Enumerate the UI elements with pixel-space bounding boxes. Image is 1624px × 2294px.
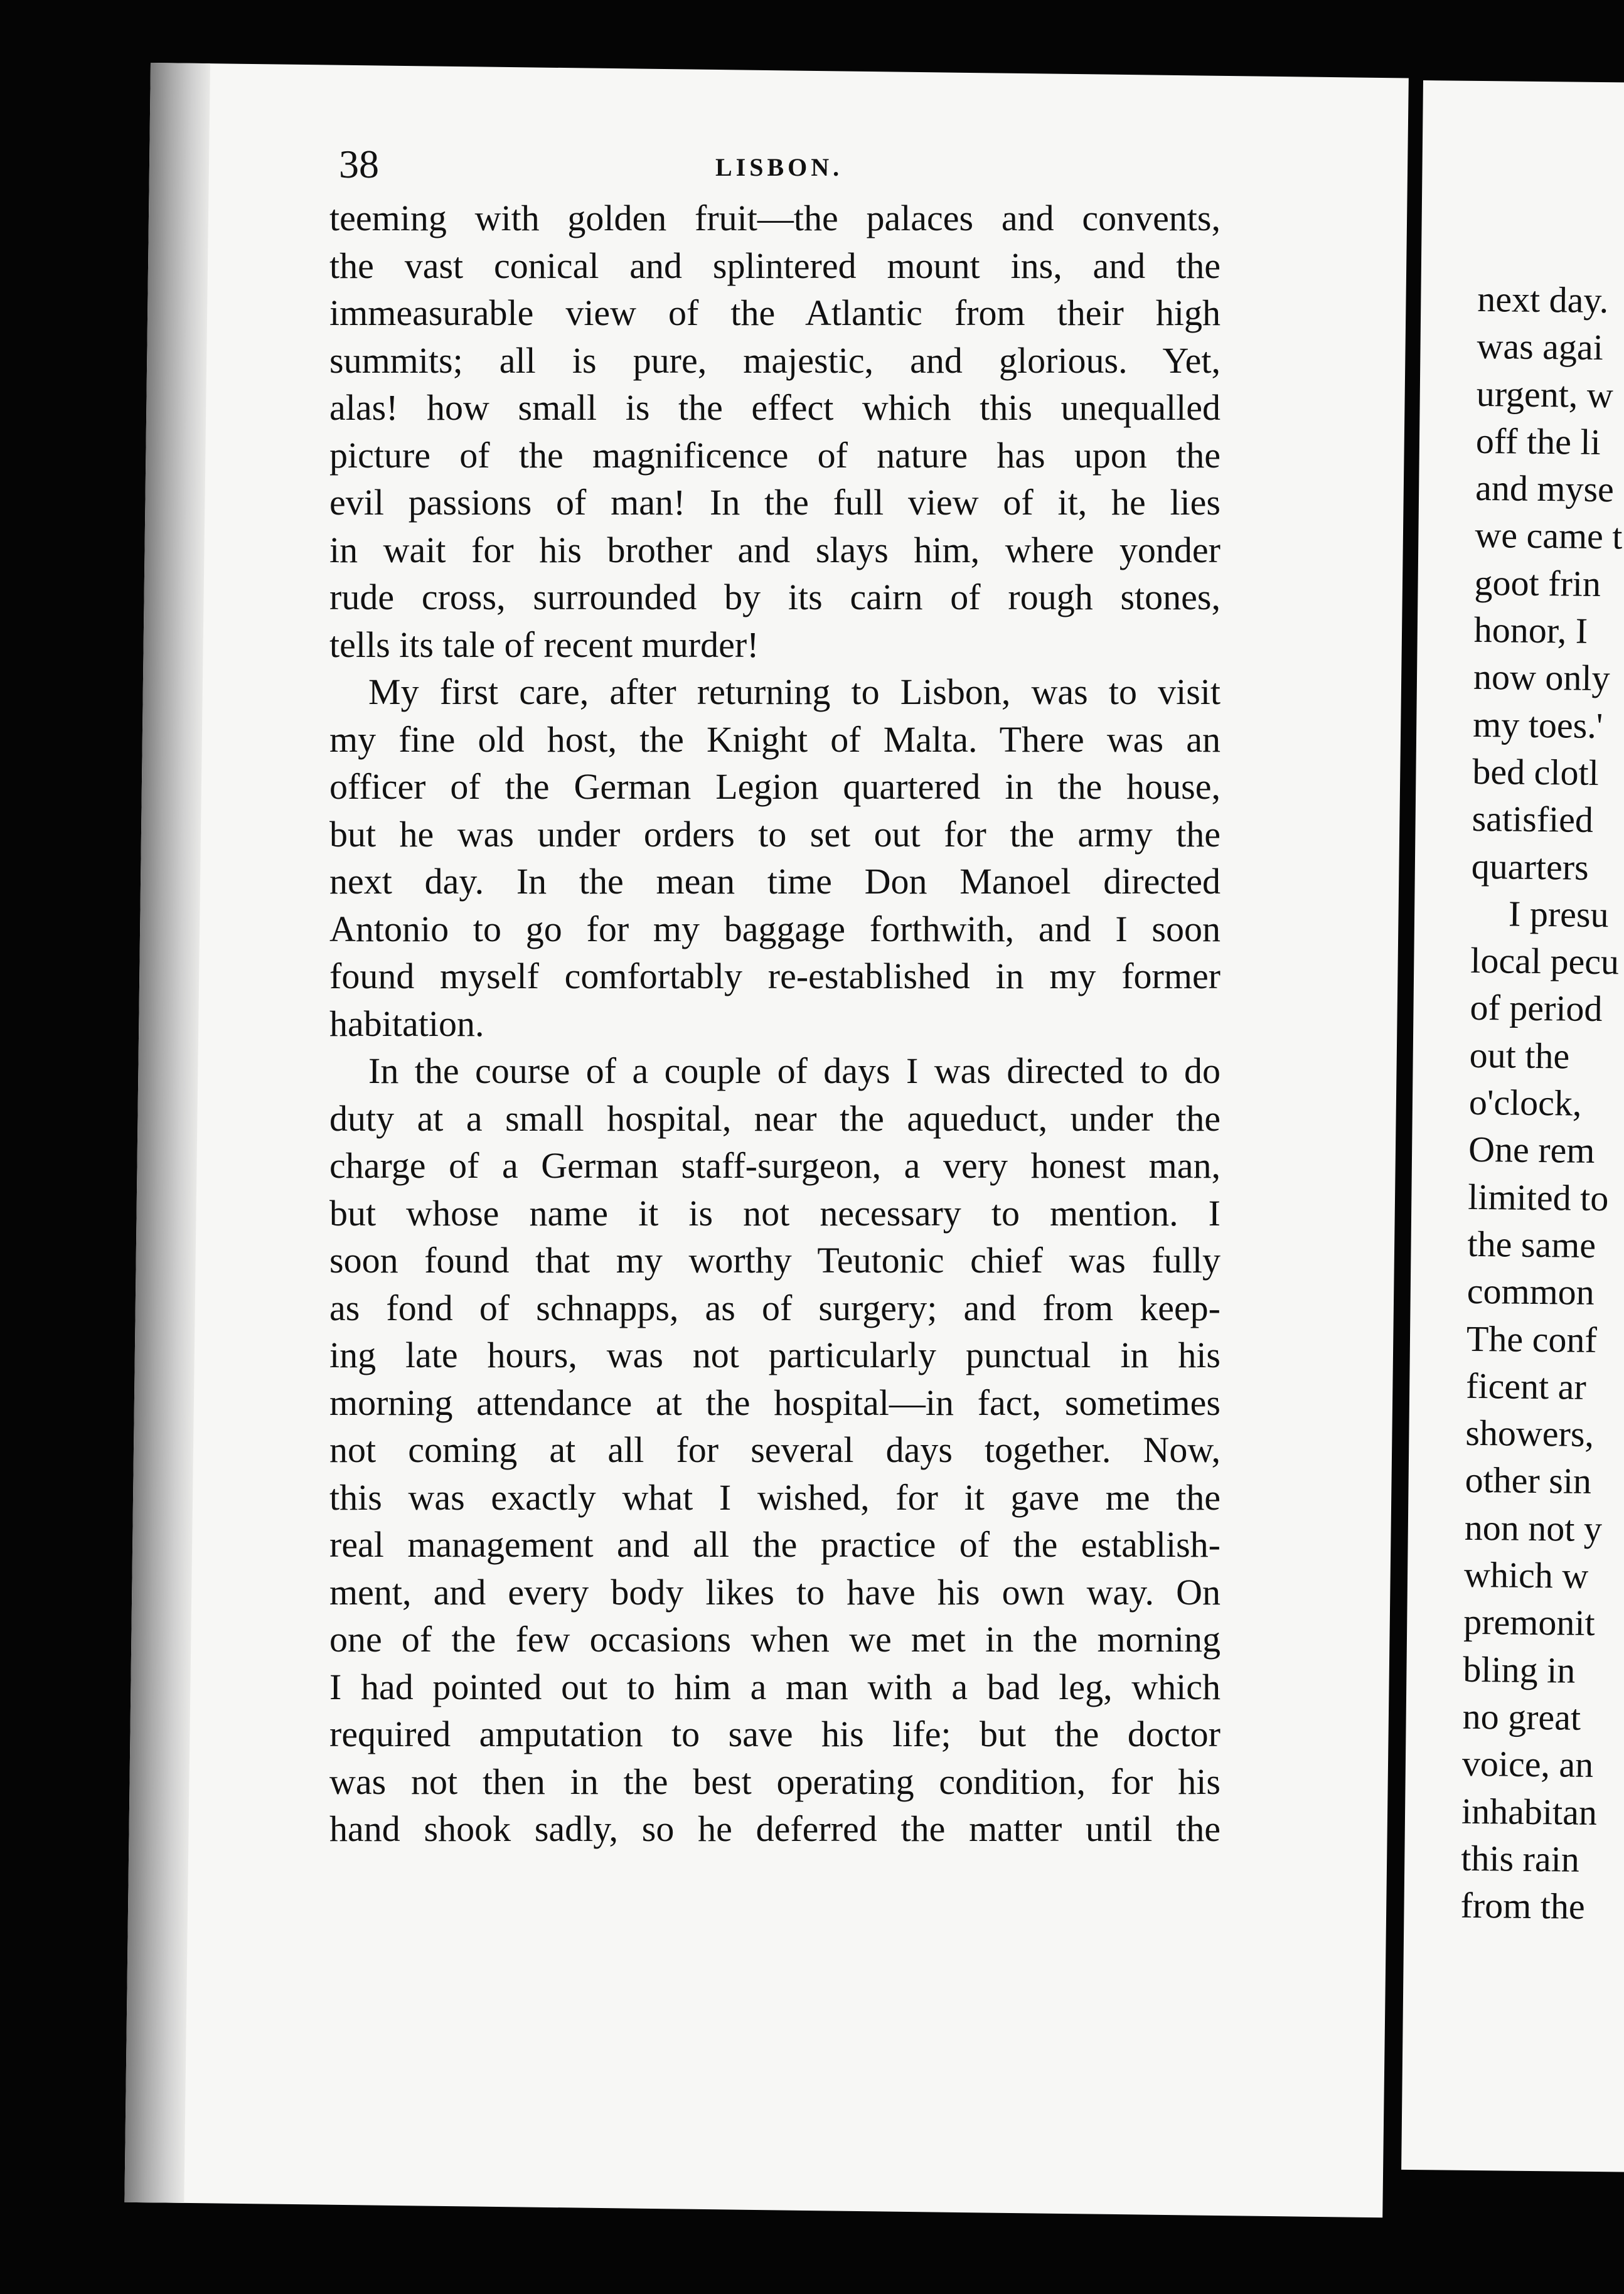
text-line: My first care, after returning to Lisbon, was to visit [368, 671, 1221, 712]
text-line: Antonio to go for my baggage forthwith, and I soon [329, 908, 1221, 949]
text-line: I had pointed out to him a man with a bad leg, which [329, 1666, 1221, 1707]
text-line: we came t [1475, 515, 1623, 557]
text-line: voice, an [1461, 1743, 1594, 1786]
text-line: non not y [1464, 1507, 1603, 1549]
text-line: bed clotl [1472, 750, 1600, 793]
text-line: I presu [1508, 893, 1609, 936]
text-line: premonit [1463, 1601, 1596, 1644]
page-number: 38 [339, 142, 379, 186]
text-line: local pecu [1470, 940, 1620, 983]
text-line: quarters [1471, 845, 1589, 888]
text-line: next day. [1477, 278, 1609, 321]
text-line: was not then in the best operating condition, for his [329, 1761, 1221, 1802]
page-header [339, 141, 1217, 191]
text-line: honor, I [1473, 609, 1588, 651]
text-line: the same [1467, 1223, 1596, 1266]
text-line: not coming at all for several days together. Now, [329, 1429, 1221, 1470]
left-page-text [329, 195, 1221, 1853]
text-line: limited to [1468, 1176, 1609, 1219]
text-line: required amputation to save his life; but the doctor [329, 1714, 1221, 1754]
text-line: real management and all the practice of the establish- [329, 1524, 1221, 1565]
text-line: this was exactly what I wished, for it gave me the [329, 1476, 1221, 1518]
text-line: my toes.' [1472, 703, 1603, 746]
text-line: showers, [1465, 1412, 1595, 1455]
text-line: common [1466, 1271, 1595, 1313]
text-line: my fine old host, the Knight of Malta. There was an [329, 718, 1221, 760]
text-line: from the [1460, 1884, 1585, 1927]
text-line: teeming with golden fruit—the palaces and convents, [329, 198, 1221, 238]
text-line: the vast conical and splintered mount ins, and the [329, 245, 1221, 286]
text-line: immeasurable view of the Atlantic from their high [329, 292, 1221, 333]
text-line: but he was under orders to set out for the army the [329, 813, 1221, 855]
text-line: this rain [1460, 1837, 1580, 1880]
text-line: ficent ar [1465, 1365, 1587, 1407]
text-line: out the [1469, 1034, 1570, 1077]
text-line: urgent, w [1476, 373, 1614, 415]
text-line: as fond of schnapps, as of surgery; and from keep- [329, 1287, 1221, 1328]
text-line: rude cross, surrounded by its cairn of rough stones, [329, 577, 1221, 617]
text-line: found myself comfortably re-established in my former [329, 956, 1221, 996]
text-line: inhabitan [1461, 1790, 1598, 1833]
right-page-text [1460, 275, 1624, 1931]
text-line: tells its tale of recent murder! [329, 624, 759, 665]
text-line: o'clock, [1468, 1081, 1582, 1124]
text-line: evil passions of man! In the full view of it, he lies [329, 482, 1221, 523]
text-line: The conf [1466, 1318, 1598, 1360]
text-line: ment, and every body likes to have his own way. On [329, 1571, 1221, 1613]
running-head: LISBON. [715, 153, 843, 181]
text-line: but whose name it is not necessary to mention. I [329, 1192, 1221, 1234]
text-line: now only [1473, 656, 1610, 699]
text-line: other sin [1465, 1459, 1592, 1502]
text-line: One rem [1468, 1129, 1595, 1171]
text-line: charge of a German staff-surgeon, a very honest man, [329, 1145, 1221, 1186]
text-line: soon found that my worthy Teutonic chief was fully [329, 1240, 1221, 1281]
text-line: picture of the magnificence of nature has upon the [329, 434, 1221, 476]
text-line: in wait for his brother and slays him, where yonder [329, 529, 1221, 570]
text-line: summits; all is pure, majestic, and glorious. Yet, [329, 339, 1221, 381]
text-line: no great [1462, 1695, 1581, 1738]
text-line: satisfied [1472, 798, 1594, 841]
text-line: In the course of a couple of days I was directed to do [368, 1050, 1221, 1091]
text-line: officer of the German Legion quartered in the house, [329, 766, 1221, 807]
text-line: duty at a small hospital, near the aqueduct, under the [329, 1097, 1221, 1139]
text-line: bling in [1463, 1648, 1576, 1691]
spine-shadow [124, 63, 210, 2203]
text-line: goot frin [1474, 562, 1601, 604]
text-line: off the li [1475, 420, 1601, 462]
text-line: of period [1470, 987, 1603, 1030]
text-line: ing late hours, was not particularly punctual in his [329, 1335, 1221, 1375]
text-line: hand shook sadly, so he deferred the matter until the [329, 1808, 1221, 1849]
right-page [1401, 80, 1624, 2172]
text-line: next day. In the mean time Don Manoel directed [329, 861, 1221, 902]
text-line: one of the few occasions when we met in the morning [329, 1619, 1221, 1660]
text-line: was agai [1477, 326, 1604, 368]
text-line: and myse [1475, 467, 1615, 510]
text-line: habitation. [329, 1003, 484, 1044]
text-line: morning attendance at the hospital—in fact, sometimes [329, 1382, 1221, 1423]
text-line: which w [1463, 1554, 1589, 1596]
text-line: alas! how small is the effect which this unequalled [329, 387, 1221, 428]
